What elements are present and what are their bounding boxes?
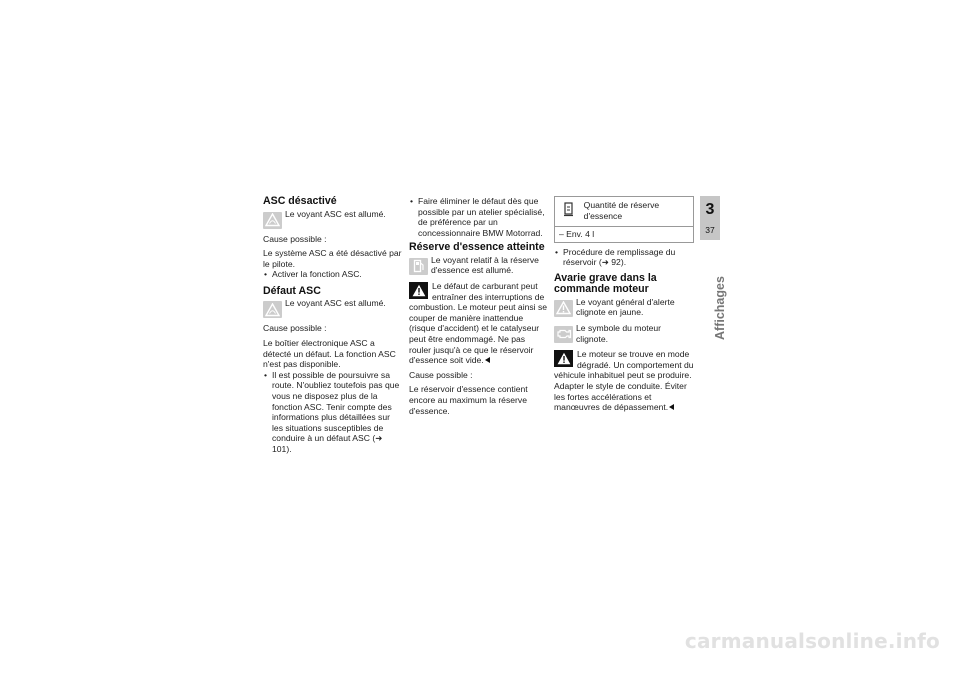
refuel-page-ref: (➜ 92). bbox=[598, 257, 627, 268]
fuel-cause-text: Le réservoir d'essence contient encore au maximum la réserve d'essence. bbox=[409, 384, 528, 416]
asc-off-cause-label: Cause possible : bbox=[263, 233, 327, 244]
watermark: carmanualsonline.info bbox=[684, 629, 940, 653]
list-item: • Activer la fonction ASC. bbox=[264, 269, 362, 280]
asc-off-cause-text: Le système ASC a été désactivé par le pilote. bbox=[263, 248, 402, 269]
list-item: • Il est possible de poursuivre sa route. N'oubliez toutefois pas que vous ne disposez plus de la fonction ASC. Tenir compte des informations plus détaillées sur les situations susceptibles de conduire à un défaut ASC (➜ 101). bbox=[264, 369, 400, 454]
refuel-bullet-text: Procédure de remplissage du réservoir bbox=[563, 246, 676, 268]
asc-fault-indicator-row bbox=[263, 298, 403, 318]
asc-fault-indicator-text: Le voyant ASC est allumé. bbox=[285, 298, 386, 309]
asc-fault-bullet-text: Il est possible de poursuivre sa route. N'oubliez toutefois pas que vous ne disposez plus de la fonction ASC. Tenir compte des informations plus détaillées sur les situations susceptibles de conduire à un défaut ASC bbox=[272, 369, 400, 444]
asc-off-title: ASC désactivé bbox=[263, 195, 337, 207]
spec-label: Quantité de réserve d'essence bbox=[583, 200, 660, 221]
asc-off-bullets bbox=[263, 269, 403, 280]
column-2 bbox=[409, 196, 549, 420]
column-1 bbox=[263, 196, 403, 458]
engine-fault-title: Avarie grave dans la commande moteur bbox=[554, 271, 657, 296]
engine-warning-text: Le moteur se trouve en mode dégradé. Un comportement du véhicule inhabituel peut se produire. bbox=[554, 349, 694, 381]
fuel-warning-text: Le défaut de carburant peut entraîner des interruptions de combustion. Le moteur peut ainsi se couper de manière inattendue (risque d'accident) et le catalyseur peut être endommagé. Ne pas rouler jusqu'à ce que le réservoir d'essence soit vide. bbox=[409, 281, 548, 366]
refuel-bullets bbox=[554, 247, 694, 268]
spec-table bbox=[554, 196, 694, 243]
asc-warning-icon bbox=[263, 301, 282, 318]
spec-header bbox=[555, 197, 693, 227]
chapter-tab bbox=[700, 196, 720, 240]
general-warning-text: Le voyant général d'alerte clignote en jaune. bbox=[576, 296, 675, 318]
fuel-cause-label: Cause possible : bbox=[409, 369, 473, 380]
asc-fault-cause-text: Le boîtier électronique ASC a détecté un défaut. La fonction ASC n'est pas disponible. bbox=[263, 337, 396, 370]
general-warning-row bbox=[554, 297, 694, 318]
engine-icon bbox=[554, 326, 573, 343]
warning-triangle-icon bbox=[409, 282, 428, 299]
asc-fault-page-ref: (➜ 101). bbox=[272, 433, 383, 454]
column-3 bbox=[554, 196, 694, 417]
end-mark bbox=[485, 357, 490, 363]
asc-warning-icon bbox=[263, 212, 282, 229]
engine-advice bbox=[554, 381, 694, 413]
section-title: Affichages bbox=[713, 276, 727, 340]
engine-warning-block bbox=[554, 349, 694, 381]
repair-bullets bbox=[409, 196, 549, 238]
fuel-indicator-text: Le voyant relatif à la réserve d'essence est allumé. bbox=[431, 254, 539, 276]
asc-fault-title: Défaut ASC bbox=[263, 284, 321, 297]
general-warning-icon bbox=[554, 300, 573, 317]
end-mark bbox=[669, 404, 674, 410]
asc-off-bullet-text: Activer la fonction ASC. bbox=[272, 269, 362, 280]
asc-off-indicator-row bbox=[263, 209, 403, 229]
list-item: • Procédure de remplissage du réservoir (➜ 92). bbox=[555, 246, 676, 268]
fuel-warning-block bbox=[409, 281, 549, 366]
engine-symbol-row bbox=[554, 323, 694, 344]
page-number: 37 bbox=[705, 225, 715, 235]
repair-bullet-text: Faire éliminer le défaut dès que possible par un atelier spécialisé, de préférence par un concessionnaire BMW Motorrad. bbox=[418, 196, 545, 238]
list-item: • Faire éliminer le défaut dès que possible par un atelier spécialisé, de préférence par un concessionnaire BMW Motorrad. bbox=[410, 196, 545, 238]
fuel-indicator-row bbox=[409, 255, 549, 276]
asc-fault-cause-label: Cause possible : bbox=[263, 323, 327, 334]
warning-triangle-icon bbox=[554, 350, 573, 367]
chapter-number: 3 bbox=[705, 201, 715, 218]
asc-off-indicator-text: Le voyant ASC est allumé. bbox=[285, 208, 386, 219]
engine-advice-text: Adapter le style de conduite. Éviter les fortes accélérations et manœuvres de dépassement. bbox=[554, 380, 687, 413]
fuel-reserve-title: Réserve d'essence atteinte bbox=[409, 241, 545, 254]
fuel-tank-icon bbox=[563, 201, 576, 220]
engine-symbol-text: Le symbole du moteur clignote. bbox=[576, 322, 662, 344]
spec-value: – Env. 4 l bbox=[559, 229, 595, 239]
asc-fault-bullets bbox=[263, 370, 403, 455]
fuel-pump-icon bbox=[409, 258, 428, 275]
